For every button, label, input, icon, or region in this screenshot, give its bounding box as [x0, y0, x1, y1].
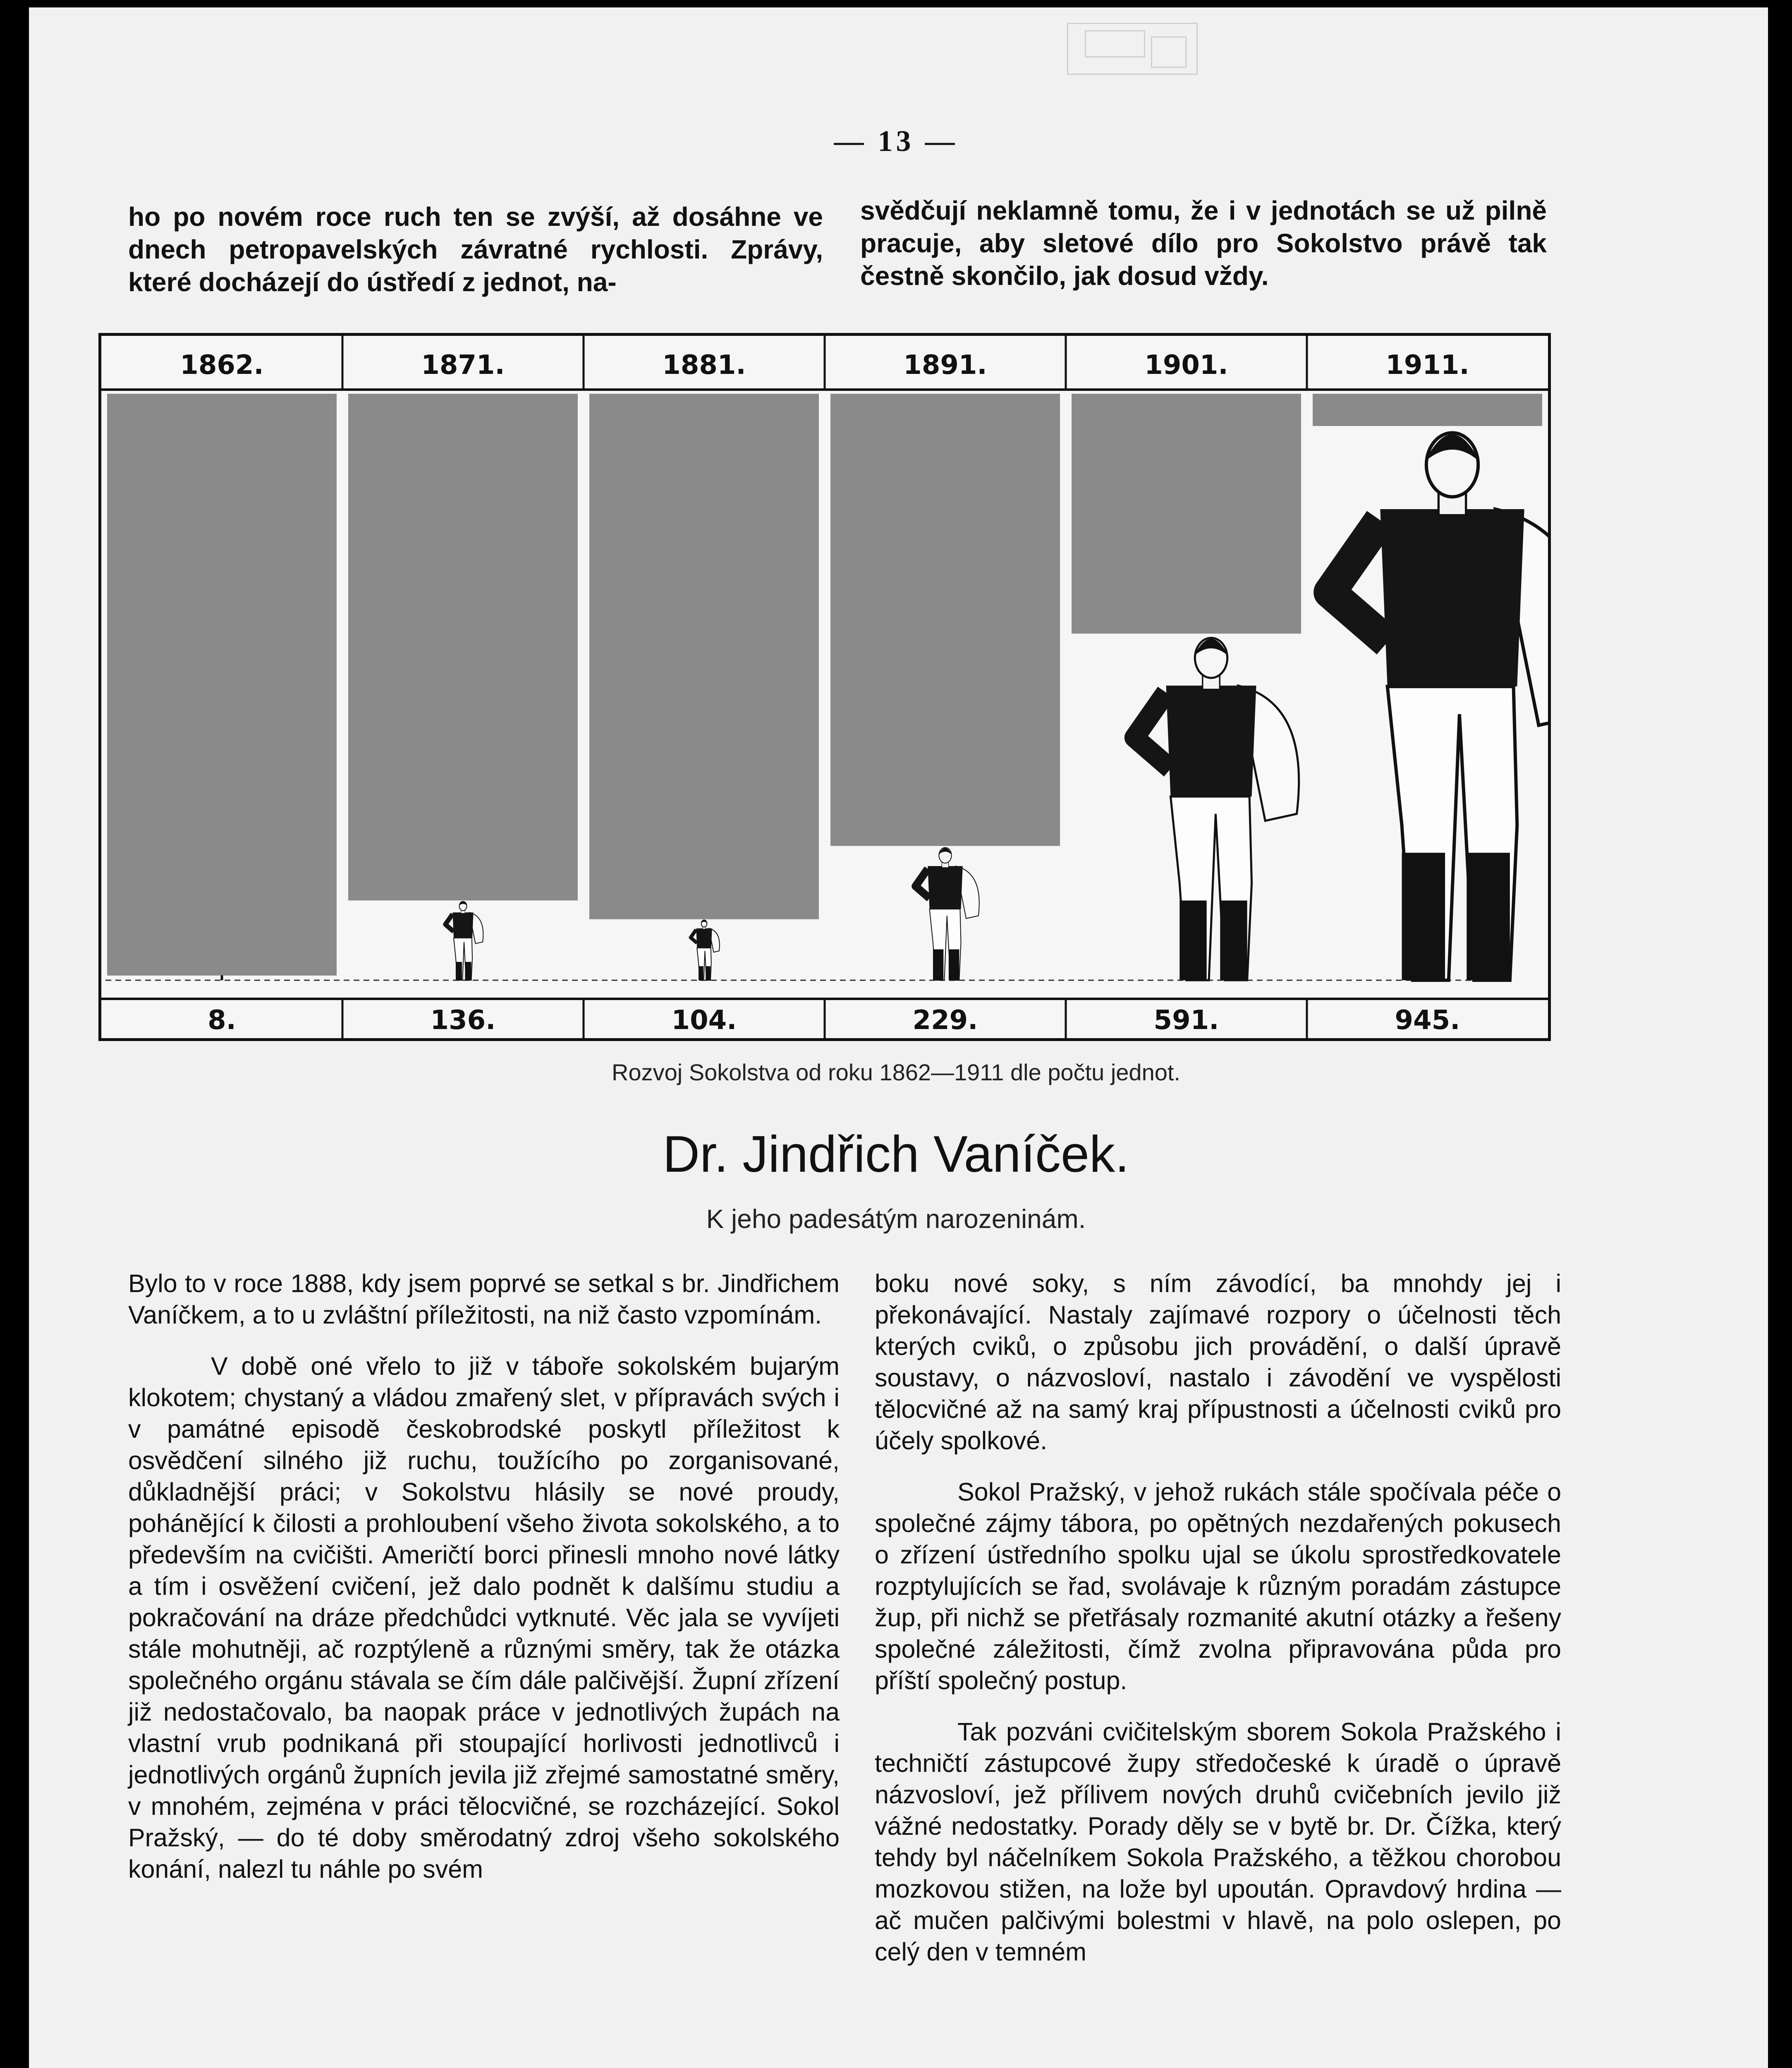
intro-left-column [128, 201, 823, 299]
figure-jacket [1380, 509, 1524, 687]
figure-arm [445, 914, 454, 931]
intro-right-column [860, 194, 1547, 292]
article-paragraph: Sokol Pražský, v jehož rukách stále spočívala péče o společné zájmy tábora, po opětných nezdařených pokusech o zřízení ústředního spolku ujal se úkolu sprostředkovatele rozptylujících se řad, svolávaje k různým poradám zástupce žup, při nichž se přetřásaly rozmanité akutní otázky a řešeny společné záležitosti, čímž zvolna připravována půda pro příští společný postup. [875, 1478, 1561, 1695]
article-left-column [128, 1268, 840, 1905]
figure-boot [706, 966, 711, 980]
sokol-figure [916, 847, 979, 980]
library-stamp [1067, 23, 1198, 75]
count-label: 945. [1395, 1005, 1460, 1036]
sokol-growth-chart [98, 333, 1551, 1041]
article-title: Dr. Jindřich Vaníček. [663, 1126, 1129, 1183]
figure-jacket [928, 866, 962, 909]
figure-boot [1180, 900, 1206, 980]
figure-arm [691, 930, 697, 943]
figure-boot [1467, 853, 1510, 980]
chart-canvas [101, 336, 1548, 1038]
figure-caption: Rozvoj Sokolstva od roku 1862—1911 dle počtu jednot. [612, 1059, 1180, 1085]
bar-background [589, 394, 819, 919]
sokol-figure [1330, 433, 1548, 980]
count-label: 8. [208, 1005, 236, 1036]
page-number: — 13 — [834, 124, 958, 158]
year-label: 1881. [662, 350, 746, 381]
figure-boot [699, 966, 703, 980]
intro-left-text: ho po novém roce ruch ten se zvýší, až dosáhne ve dnech petropavelských závratné rychlosti. Zprávy, které docházejí do ústředí z jednot, na- [128, 202, 823, 297]
figure-boot [465, 962, 471, 980]
bar-background [1313, 394, 1542, 426]
year-label: 1862. [180, 350, 264, 381]
year-label: 1891. [903, 350, 987, 381]
count-label: 229. [912, 1005, 978, 1036]
bar-background [107, 394, 337, 976]
article-paragraph: V době oné vřelo to již v táboře sokolském bujarým klokotem; chystaný a vládou zmařený slet, v přípravách svých i v památné episodě českobrodské poskytl příležitost k osvědčení silného již ruchu, toužícího po zorganisované, důkladnější práci; v Sokolstvu hlásily se nové proudy, pohánějící k čilosti a prohloubení všeho života sokolského, a to především na cvičišti. Američtí borci přinesli mnoho nové látky a tím i osvěžení cvičení, jež dalo podnět k dalšímu studiu a pokračování na dráze předchůdci vytknuté. Věc jala se vyvíjeti stále mohutněji, ač rozptýleně a různými směry, tak že otázka společného orgánu stávala se čím dále palčivější. Župní zřízení již nedostačovalo, ba naopak práce v jednotlivých župách na vlastní vrub podnikaná při stoupající horlivosti jednotlivců i jednotlivých orgánů župních jevila již zřejmé samostatné směry, v mnohém, zejména v práci tělocvičné, se rozcházející. Sokol Pražský, — do té doby směrodatný zdroj všeho sokolského konání, nalezl tu náhle po svém [128, 1352, 840, 1883]
figure-arm [1134, 692, 1170, 768]
sokol-figure [691, 920, 720, 980]
figure-arm [916, 869, 930, 898]
article-paragraph: boku nové soky, s ním závodící, ba mnohdy jej i překonávající. Nastaly zajímavé rozpory o účelnosti těch kterých cviků, o způsobu jich provádění, o další úpravě soustavy, o názvosloví, nastalo i závodění ve vyspělosti tělocvičné až na samý kraj přípustnosti a účelnosti cviků pro účely spolkové. [875, 1269, 1561, 1455]
article-subtitle: K jeho padesátým narozeninám. [706, 1204, 1086, 1234]
figure-boot [456, 962, 462, 980]
year-label: 1901. [1144, 350, 1228, 381]
figure-jacket [696, 929, 712, 948]
count-label: 136. [430, 1005, 496, 1036]
figure-jacket [1166, 686, 1256, 797]
count-label: 591. [1153, 1005, 1219, 1036]
article-paragraph: Bylo to v roce 1888, kdy jsem poprvé se setkal s br. Jindřichem Vaníčkem, a to u zvláštní příležitosti, na niž často vzpomínám. [128, 1269, 840, 1329]
count-label: 104. [671, 1005, 737, 1036]
figure-boot [949, 949, 959, 980]
figure-boot [1220, 900, 1247, 980]
year-label: 1871. [421, 350, 505, 381]
bar-background [348, 394, 578, 900]
intro-right-text: svědčují neklamně tomu, že i v jednotách se už pilně pracuje, aby sletové dílo pro Sokolstvo právě tak čestně skončilo, jak dosud vždy. [860, 196, 1547, 291]
article-paragraph: Tak pozváni cvičitelským sborem Sokola Pražského i techničtí zástupcové župy středočeské k úradě o úpravě názvosloví, jež přílivem nových druhů cvičebních jevilo již vážné nedostatky. Porady děly se v bytě br. Dr. Čížka, který tehdy byl náčelníkem Sokola Pražského, a těžkou chorobou mozkovou stižen, na lože byl upoután. Opravdový hrdina — ač mučen palčivými bolestmi v hlavě, na polo oslepen, po celý den v temném [875, 1718, 1561, 1966]
figure-jacket [452, 912, 473, 938]
sokol-figure [1134, 638, 1299, 980]
bar-background [1072, 394, 1301, 634]
bar-background [830, 394, 1060, 846]
figure-arm [1330, 520, 1387, 642]
figure-boot [933, 949, 943, 980]
article-right-column [875, 1268, 1561, 1987]
year-label: 1911. [1385, 350, 1469, 381]
figure-boot [1402, 853, 1445, 980]
sokol-figure [445, 902, 483, 980]
sokol-figure [221, 975, 223, 980]
